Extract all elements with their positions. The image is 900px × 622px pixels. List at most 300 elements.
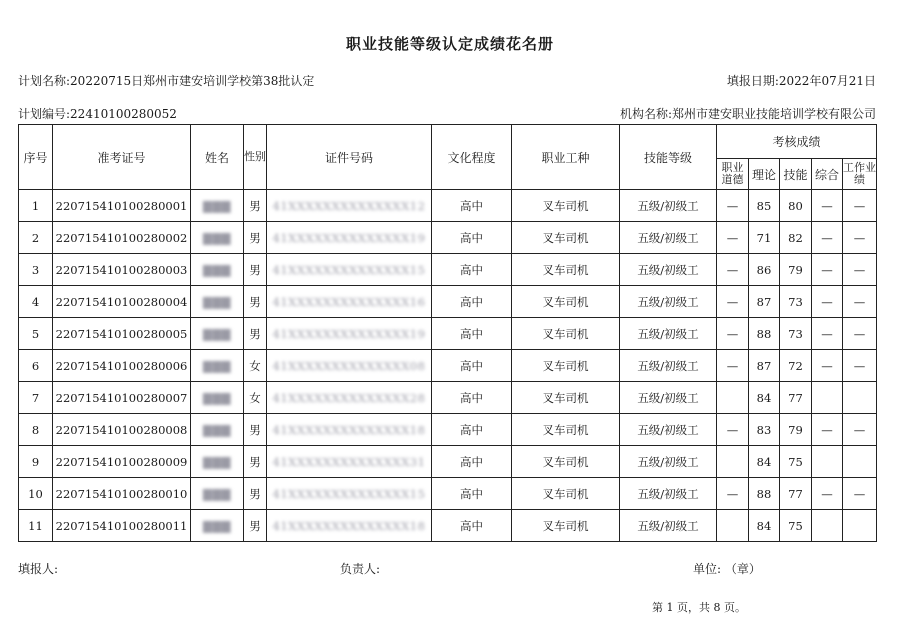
cell-gender-text: 男 — [249, 262, 261, 277]
cell-theory-text: 83 — [756, 422, 772, 437]
cell-overall — [812, 190, 843, 222]
cell-education — [432, 254, 512, 286]
cell-id-no — [267, 222, 432, 254]
cell-exam-no-text: 220715410100280009 — [55, 454, 188, 469]
cell-trade — [512, 382, 620, 414]
cell-gender — [244, 510, 267, 542]
cell-skill-text: 79 — [788, 422, 803, 437]
cell-exam-no — [53, 350, 191, 382]
plan-number-value: 22410100280052 — [70, 107, 177, 121]
cell-education — [432, 510, 512, 542]
cell-ethics-text: — — [726, 326, 739, 341]
cell-name-text: ▇▇▇ — [202, 454, 232, 469]
cell-skill — [780, 446, 812, 478]
cell-theory-text: 84 — [756, 454, 772, 469]
table-row — [19, 190, 877, 222]
cell-exam-no-text: 220715410100280004 — [55, 294, 188, 309]
cell-trade — [512, 414, 620, 446]
cell-seq-text: 2 — [31, 230, 40, 245]
cell-exam-no-text: 220715410100280006 — [55, 358, 188, 373]
roster-body — [19, 190, 877, 542]
cell-theory — [749, 350, 780, 382]
cell-seq — [19, 446, 53, 478]
cell-gender — [244, 350, 267, 382]
cell-name — [191, 190, 244, 222]
cell-gender — [244, 478, 267, 510]
cell-work — [843, 286, 877, 318]
cell-trade-text: 叉车司机 — [542, 326, 589, 341]
cell-id-no-text: 41XXXXXXXXXXXXXX16 — [272, 294, 426, 309]
cell-theory — [749, 382, 780, 414]
cell-name — [191, 382, 244, 414]
cell-exam-no-text: 220715410100280002 — [55, 230, 188, 245]
cell-work — [843, 190, 877, 222]
cell-theory — [749, 478, 780, 510]
cell-level — [620, 190, 717, 222]
table-row — [19, 222, 877, 254]
cell-exam-no — [53, 190, 191, 222]
cell-ethics — [717, 286, 749, 318]
cell-exam-no-text: 220715410100280005 — [55, 326, 188, 341]
cell-ethics-text: — — [726, 230, 739, 245]
cell-gender-text: 女 — [249, 390, 261, 405]
cell-overall-text: — — [821, 294, 833, 309]
header-gender: 性别 — [244, 125, 267, 190]
cell-education — [432, 350, 512, 382]
cell-seq — [19, 350, 53, 382]
org-name-value: 郑州市建安职业技能培训学校有限公司 — [671, 107, 876, 121]
cell-trade — [512, 222, 620, 254]
cell-theory — [749, 222, 780, 254]
cell-ethics-text: — — [726, 422, 739, 437]
table-row — [19, 446, 877, 478]
cell-level-text: 五级/初级工 — [637, 230, 699, 245]
cell-level — [620, 286, 717, 318]
responsible-label: 负责人: — [340, 562, 381, 576]
plan-number-line — [18, 105, 177, 122]
cell-name — [191, 478, 244, 510]
cell-ethics-text: — — [726, 198, 739, 213]
cell-ethics — [717, 510, 749, 542]
cell-name-text: ▇▇▇ — [202, 422, 232, 437]
cell-seq — [19, 318, 53, 350]
cell-trade-text: 叉车司机 — [542, 454, 589, 469]
header-work: 工作业绩 — [843, 159, 877, 190]
cell-name-text: ▇▇▇ — [202, 326, 232, 341]
cell-ethics-text: — — [726, 358, 739, 373]
header-theory: 理论 — [749, 159, 780, 190]
cell-exam-no-text: 220715410100280001 — [55, 198, 188, 213]
cell-level-text: 五级/初级工 — [637, 262, 699, 277]
cell-trade-text: 叉车司机 — [542, 390, 589, 405]
cell-work — [843, 414, 877, 446]
cell-theory — [749, 190, 780, 222]
cell-level — [620, 446, 717, 478]
cell-gender — [244, 286, 267, 318]
cell-seq — [19, 286, 53, 318]
cell-gender-text: 男 — [249, 230, 261, 245]
cell-overall-text: — — [821, 198, 833, 213]
cell-id-no-text: 41XXXXXXXXXXXXXX15 — [272, 486, 426, 501]
cell-ethics — [717, 318, 749, 350]
cell-work-text: — — [853, 486, 866, 501]
cell-trade — [512, 254, 620, 286]
table-row — [19, 286, 877, 318]
page-indicator: 第 1 页，共 8 页。 — [652, 601, 746, 614]
cell-skill-text: 75 — [788, 518, 803, 533]
cell-overall-text: — — [821, 230, 833, 245]
cell-work — [843, 510, 877, 542]
cell-exam-no — [53, 318, 191, 350]
cell-education-text: 高中 — [460, 518, 483, 533]
cell-gender — [244, 222, 267, 254]
cell-seq-text: 4 — [31, 294, 40, 309]
document-title: 职业技能等级认定成绩花名册 — [345, 35, 554, 53]
cell-seq-text: 6 — [31, 358, 40, 373]
cell-theory-text: 87 — [756, 294, 772, 309]
cell-work-text: — — [853, 358, 866, 373]
cell-exam-no-text: 220715410100280011 — [55, 518, 188, 533]
cell-overall-text: — — [821, 422, 833, 437]
table-row — [19, 414, 877, 446]
cell-id-no — [267, 286, 432, 318]
cell-ethics — [717, 414, 749, 446]
cell-level-text: 五级/初级工 — [637, 390, 699, 405]
cell-trade-text: 叉车司机 — [542, 358, 589, 373]
cell-theory — [749, 318, 780, 350]
header-seq: 序号 — [19, 125, 53, 190]
cell-work — [843, 318, 877, 350]
cell-id-no-text: 41XXXXXXXXXXXXXX08 — [272, 358, 426, 373]
cell-id-no — [267, 478, 432, 510]
cell-theory-text: 87 — [756, 358, 772, 373]
cell-exam-no-text: 220715410100280003 — [55, 262, 188, 277]
cell-exam-no — [53, 222, 191, 254]
cell-level — [620, 382, 717, 414]
cell-name-text: ▇▇▇ — [202, 358, 232, 373]
cell-seq-text: 5 — [31, 326, 40, 341]
cell-ethics-text: — — [726, 486, 739, 501]
cell-skill-text: 82 — [788, 230, 803, 245]
cell-theory-text: 88 — [756, 486, 772, 501]
cell-theory-text: 84 — [756, 390, 772, 405]
cell-name-text: ▇▇▇ — [202, 198, 232, 213]
cell-theory — [749, 510, 780, 542]
header-overall: 综合 — [812, 159, 843, 190]
cell-name-text: ▇▇▇ — [202, 486, 232, 501]
table-row — [19, 254, 877, 286]
cell-education — [432, 222, 512, 254]
cell-id-no — [267, 414, 432, 446]
cell-theory — [749, 286, 780, 318]
plan-name-value: 20220715日郑州市建安培训学校第38批认定 — [70, 74, 315, 88]
cell-trade — [512, 510, 620, 542]
cell-skill — [780, 190, 812, 222]
cell-ethics — [717, 190, 749, 222]
cell-work-text: — — [853, 198, 866, 213]
cell-trade-text: 叉车司机 — [542, 486, 589, 501]
cell-seq-text: 9 — [31, 454, 40, 469]
cell-ethics — [717, 350, 749, 382]
cell-name — [191, 510, 244, 542]
cell-skill-text: 77 — [788, 486, 803, 501]
cell-id-no-text: 41XXXXXXXXXXXXXX12 — [272, 198, 426, 213]
cell-overall — [812, 382, 843, 414]
cell-gender — [244, 254, 267, 286]
cell-work-text: — — [853, 326, 866, 341]
cell-education — [432, 382, 512, 414]
cell-level — [620, 254, 717, 286]
org-name-line — [620, 105, 876, 122]
cell-seq — [19, 222, 53, 254]
cell-theory-text: 88 — [756, 326, 772, 341]
cell-skill — [780, 222, 812, 254]
cell-seq-text: 8 — [31, 422, 40, 437]
cell-seq — [19, 190, 53, 222]
cell-level-text: 五级/初级工 — [637, 294, 699, 309]
cell-level-text: 五级/初级工 — [637, 326, 699, 341]
cell-gender-text: 男 — [249, 518, 261, 533]
cell-theory-text: 71 — [756, 230, 772, 245]
cell-overall-text: — — [821, 262, 833, 277]
cell-id-no-text: 41XXXXXXXXXXXXXX19 — [272, 230, 426, 245]
cell-id-no-text: 41XXXXXXXXXXXXXX19 — [272, 326, 426, 341]
cell-work — [843, 222, 877, 254]
cell-name — [191, 254, 244, 286]
cell-overall — [812, 350, 843, 382]
cell-skill — [780, 414, 812, 446]
cell-ethics — [717, 478, 749, 510]
cell-ethics — [717, 254, 749, 286]
cell-trade-text: 叉车司机 — [542, 294, 589, 309]
cell-exam-no — [53, 414, 191, 446]
cell-overall — [812, 414, 843, 446]
cell-ethics-text: — — [726, 294, 739, 309]
cell-gender — [244, 446, 267, 478]
cell-exam-no — [53, 446, 191, 478]
cell-work-text: — — [853, 230, 866, 245]
fill-date-line — [727, 72, 876, 89]
cell-work-text: — — [853, 422, 866, 437]
cell-education — [432, 286, 512, 318]
cell-level-text: 五级/初级工 — [637, 198, 699, 213]
cell-name-text: ▇▇▇ — [202, 262, 232, 277]
header-exam-no: 准考证号 — [53, 125, 191, 190]
cell-id-no-text: 41XXXXXXXXXXXXXX28 — [272, 390, 426, 405]
cell-seq-text: 11 — [28, 518, 43, 533]
cell-theory — [749, 414, 780, 446]
cell-education-text: 高中 — [460, 262, 483, 277]
cell-work — [843, 382, 877, 414]
cell-trade-text: 叉车司机 — [542, 518, 589, 533]
cell-overall-text: — — [821, 326, 833, 341]
cell-education-text: 高中 — [460, 454, 483, 469]
cell-exam-no-text: 220715410100280010 — [55, 486, 188, 501]
cell-level-text: 五级/初级工 — [637, 518, 699, 533]
header-ethics: 职业道德 — [717, 159, 749, 190]
cell-id-no — [267, 254, 432, 286]
cell-skill — [780, 350, 812, 382]
cell-education — [432, 190, 512, 222]
score-roster-table — [18, 124, 877, 542]
cell-level — [620, 510, 717, 542]
header-id-no: 证件号码 — [267, 125, 432, 190]
cell-theory — [749, 446, 780, 478]
cell-skill-text: 79 — [788, 262, 803, 277]
cell-ethics — [717, 446, 749, 478]
plan-name-label: 计划名称: — [18, 74, 71, 88]
plan-name-line — [18, 72, 314, 89]
cell-gender — [244, 190, 267, 222]
cell-work — [843, 478, 877, 510]
cell-education — [432, 318, 512, 350]
cell-overall-text: — — [821, 486, 833, 501]
cell-id-no-text: 41XXXXXXXXXXXXXX15 — [272, 262, 426, 277]
cell-gender-text: 男 — [249, 294, 261, 309]
cell-overall — [812, 446, 843, 478]
cell-work — [843, 350, 877, 382]
cell-skill — [780, 254, 812, 286]
cell-seq-text: 7 — [31, 390, 40, 405]
header-assessment: 考核成绩 — [717, 125, 877, 159]
cell-level — [620, 414, 717, 446]
cell-seq — [19, 510, 53, 542]
cell-skill-text: 80 — [788, 198, 803, 213]
header-trade: 职业工种 — [512, 125, 620, 190]
header-education: 文化程度 — [432, 125, 512, 190]
cell-exam-no — [53, 286, 191, 318]
cell-ethics — [717, 222, 749, 254]
cell-gender — [244, 382, 267, 414]
cell-education-text: 高中 — [460, 390, 483, 405]
header-name: 姓名 — [191, 125, 244, 190]
table-row — [19, 510, 877, 542]
filler-label: 填报人: — [18, 562, 59, 576]
cell-trade — [512, 446, 620, 478]
cell-name — [191, 286, 244, 318]
cell-id-no — [267, 190, 432, 222]
cell-trade — [512, 350, 620, 382]
cell-overall — [812, 254, 843, 286]
cell-trade-text: 叉车司机 — [542, 198, 589, 213]
cell-trade — [512, 318, 620, 350]
cell-skill-text: 75 — [788, 454, 803, 469]
cell-exam-no — [53, 254, 191, 286]
cell-overall — [812, 222, 843, 254]
cell-seq — [19, 414, 53, 446]
cell-level — [620, 318, 717, 350]
cell-name-text: ▇▇▇ — [202, 230, 232, 245]
cell-gender — [244, 318, 267, 350]
org-name-label: 机构名称: — [619, 107, 672, 121]
cell-education — [432, 414, 512, 446]
cell-work — [843, 254, 877, 286]
cell-seq — [19, 382, 53, 414]
cell-id-no-text: 41XXXXXXXXXXXXXX18 — [272, 422, 426, 437]
cell-education-text: 高中 — [460, 486, 483, 501]
cell-level-text: 五级/初级工 — [637, 486, 699, 501]
cell-education — [432, 446, 512, 478]
cell-gender-text: 男 — [249, 198, 261, 213]
cell-skill — [780, 382, 812, 414]
cell-trade-text: 叉车司机 — [542, 262, 589, 277]
cell-trade — [512, 286, 620, 318]
header-level: 技能等级 — [620, 125, 717, 190]
cell-skill-text: 77 — [788, 390, 803, 405]
cell-exam-no-text: 220715410100280008 — [55, 422, 188, 437]
cell-seq-text: 1 — [31, 198, 40, 213]
cell-theory — [749, 254, 780, 286]
table-row — [19, 350, 877, 382]
cell-id-no — [267, 446, 432, 478]
cell-ethics-text: — — [726, 262, 739, 277]
cell-exam-no — [53, 382, 191, 414]
fill-date-value: 2022年07月21日 — [778, 74, 876, 88]
cell-education — [432, 478, 512, 510]
cell-id-no-text: 41XXXXXXXXXXXXXX18 — [272, 518, 426, 533]
cell-education-text: 高中 — [460, 422, 483, 437]
cell-id-no-text: 41XXXXXXXXXXXXXX31 — [272, 454, 426, 469]
cell-gender-text: 男 — [249, 486, 261, 501]
cell-education-text: 高中 — [460, 294, 483, 309]
table-row — [19, 478, 877, 510]
cell-theory-text: 84 — [756, 518, 772, 533]
cell-name — [191, 414, 244, 446]
cell-trade — [512, 190, 620, 222]
cell-exam-no — [53, 478, 191, 510]
header-skill: 技能 — [780, 159, 812, 190]
table-row — [19, 382, 877, 414]
cell-id-no — [267, 382, 432, 414]
cell-id-no — [267, 318, 432, 350]
cell-skill-text: 73 — [788, 326, 803, 341]
cell-trade-text: 叉车司机 — [542, 230, 589, 245]
cell-id-no — [267, 350, 432, 382]
cell-name — [191, 222, 244, 254]
cell-skill — [780, 478, 812, 510]
cell-trade-text: 叉车司机 — [542, 422, 589, 437]
cell-skill-text: 72 — [788, 358, 803, 373]
cell-gender-text: 男 — [249, 326, 261, 341]
cell-education-text: 高中 — [460, 358, 483, 373]
cell-ethics — [717, 382, 749, 414]
cell-gender-text: 男 — [249, 454, 261, 469]
cell-seq — [19, 254, 53, 286]
cell-skill — [780, 510, 812, 542]
cell-overall-text: — — [821, 358, 833, 373]
cell-level — [620, 222, 717, 254]
cell-exam-no — [53, 510, 191, 542]
cell-theory-text: 85 — [756, 198, 772, 213]
cell-work-text: — — [853, 294, 866, 309]
cell-overall — [812, 286, 843, 318]
cell-overall — [812, 510, 843, 542]
cell-name-text: ▇▇▇ — [202, 518, 232, 533]
cell-skill — [780, 318, 812, 350]
cell-exam-no-text: 220715410100280007 — [55, 390, 188, 405]
cell-level-text: 五级/初级工 — [637, 358, 699, 373]
unit-seal-label: 单位: （章） — [693, 562, 761, 576]
cell-gender-text: 男 — [249, 422, 261, 437]
cell-name — [191, 446, 244, 478]
cell-id-no — [267, 510, 432, 542]
cell-education-text: 高中 — [460, 198, 483, 213]
table-row — [19, 318, 877, 350]
cell-level-text: 五级/初级工 — [637, 454, 699, 469]
cell-work-text: — — [853, 262, 866, 277]
cell-education-text: 高中 — [460, 230, 483, 245]
cell-trade — [512, 478, 620, 510]
